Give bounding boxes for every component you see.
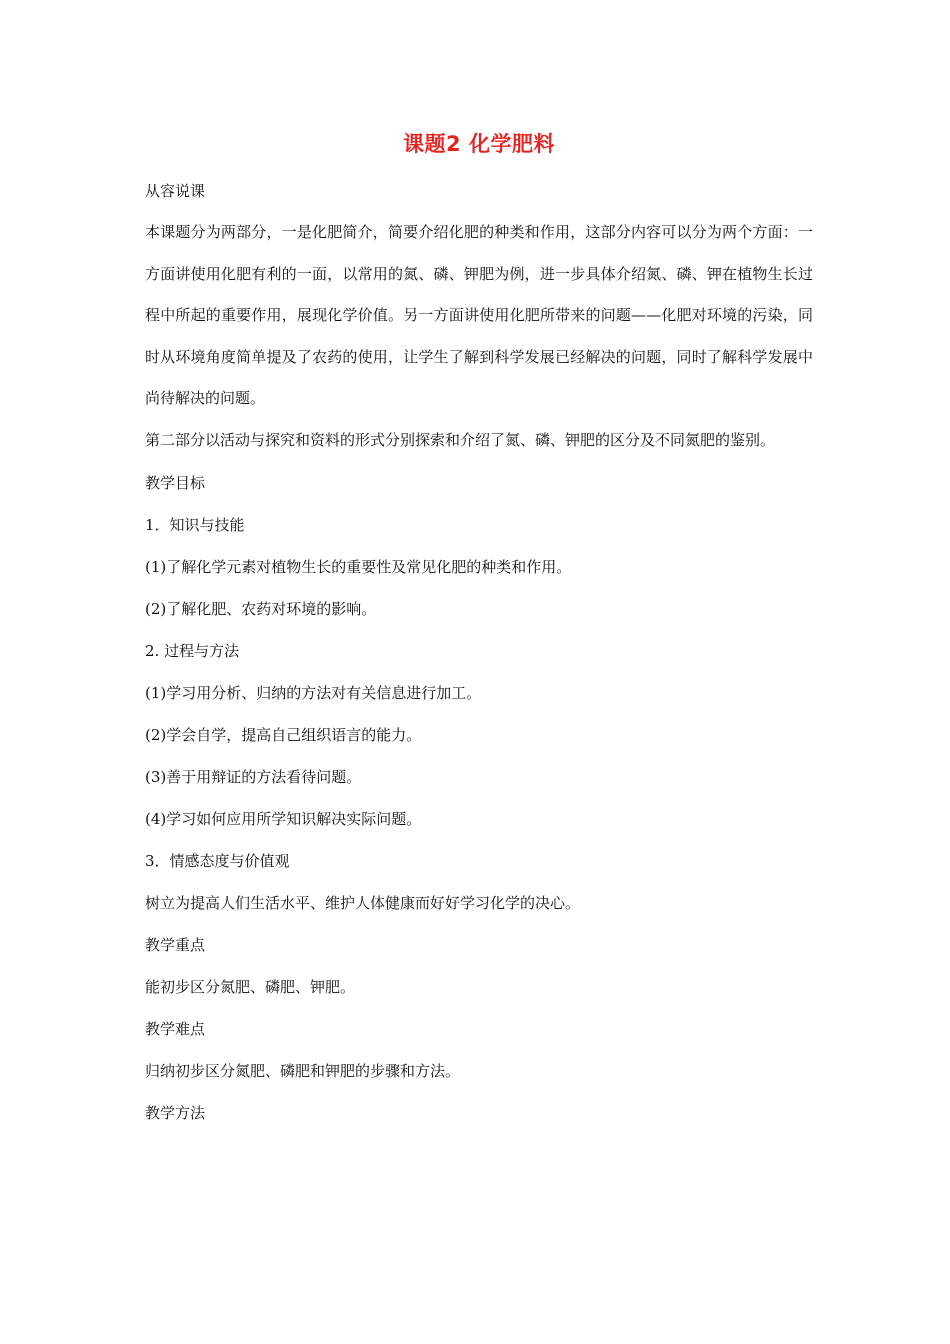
goal-item: (2)学会自学，提高自己组织语言的能力。 (145, 725, 422, 744)
goal-item: (2)了解化肥、农药对环境的影响。 (145, 599, 377, 618)
goal-heading-process: 2. 过程与方法 (145, 641, 240, 660)
intro-paragraph-1: 本课题分为两部分，一是化肥简介，简要介绍化肥的种类和作用，这部分内容可以分为两个方面：一方面讲使用化肥有利的一面，以常用的氮、磷、钾肥为例，进一步具体介绍氮、磷、钾在植物生长过程中所起的重要作用，展现化学价值。另一方面讲使用化肥所带来的问题——化肥对环境的污染，同时从环境角度简单提及了农药的使用，让学生了解到科学发展已经解决的问题，同时了解科学发展中尚待解决的问题。 (145, 223, 813, 408)
section-heading-difficulty: 教学难点 (145, 1019, 206, 1038)
goal-item: (1)学习用分析、归纳的方法对有关信息进行加工。 (145, 683, 482, 702)
goal-text-attitude: 树立为提高人们生活水平、维护人体健康而好好学习化学的决心。 (145, 893, 581, 912)
goal-item: (4)学习如何应用所学知识解决实际问题。 (145, 809, 422, 828)
goal-item: (3)善于用辩证的方法看待问题。 (145, 767, 362, 786)
document-page (145, 126, 813, 1134)
key-text: 能初步区分氮肥、磷肥、钾肥。 (145, 977, 356, 996)
document-title: 课题2 化学肥料 (403, 132, 555, 156)
section-heading-key: 教学重点 (145, 935, 206, 954)
goal-heading-knowledge: 1．知识与技能 (145, 515, 245, 534)
section-heading-goals: 教学目标 (145, 473, 206, 492)
goal-item: (1)了解化学元素对植物生长的重要性及常见化肥的种类和作用。 (145, 557, 572, 576)
goal-heading-attitude: 3．情感态度与价值观 (145, 851, 290, 870)
section-heading-method: 教学方法 (145, 1103, 206, 1122)
section-heading-intro: 从容说课 (145, 182, 206, 200)
difficulty-text: 归纳初步区分氮肥、磷肥和钾肥的步骤和方法。 (145, 1061, 461, 1080)
intro-paragraph-2: 第二部分以活动与探究和资料的形式分别探索和介绍了氮、磷、钾肥的区分及不同氮肥的鉴别。 (145, 430, 776, 449)
